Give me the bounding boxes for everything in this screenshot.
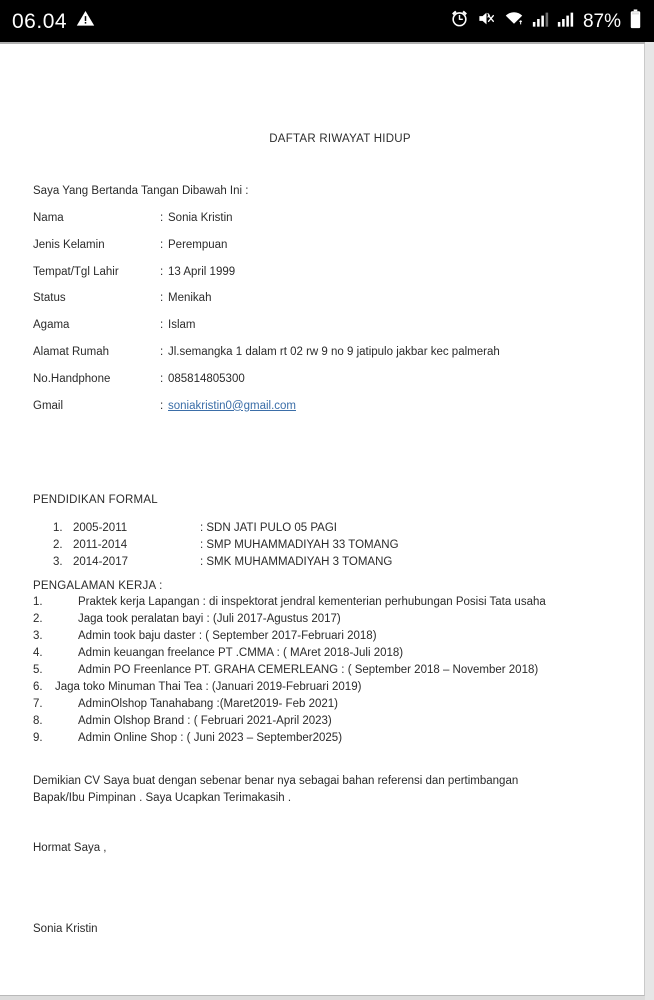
biodata-label: Jenis Kelamin [33, 238, 105, 251]
biodata-row [33, 318, 613, 345]
experience-item-text: AdminOlshop Tanahabang :(Maret2019- Feb 2021) [78, 698, 338, 710]
intro-text: Saya Yang Bertanda Tangan Dibawah Ini : [33, 185, 249, 197]
experience-item [0, 612, 645, 629]
biodata-separator: : [160, 265, 164, 278]
education-item [0, 555, 645, 572]
education-item-school: : SDN JATI PULO 05 PAGI [200, 522, 337, 534]
education-item-years: 2011-2014 [73, 539, 128, 551]
education-item-school: : SMK MUHAMMADIYAH 3 TOMANG [200, 556, 393, 568]
education-heading: PENDIDIKAN FORMAL [33, 494, 158, 506]
cv-document [0, 44, 645, 996]
closing-paragraph [33, 773, 573, 806]
biodata-label: Alamat Rumah [33, 345, 110, 358]
battery-icon [629, 9, 642, 34]
alarm-clock-icon [450, 9, 469, 33]
experience-item-number: 3. [33, 630, 43, 642]
education-item-years: 2014-2017 [73, 556, 128, 568]
experience-item-number: 5. [33, 664, 43, 676]
experience-item-text: Praktek kerja Lapangan : di inspektorat jendral kementerian perhubungan Posisi Tata usaha [78, 596, 546, 608]
biodata-value: Menikah [168, 292, 212, 305]
education-item-number: 1. [53, 522, 63, 534]
biodata-value: 13 April 1999 [168, 265, 236, 278]
biodata-separator: : [160, 238, 164, 251]
biodata-row [33, 211, 613, 238]
experience-item-number: 4. [33, 647, 43, 659]
experience-item [0, 731, 645, 748]
document-page [0, 44, 645, 996]
biodata-label: Status [33, 292, 66, 305]
status-bar-right [450, 9, 642, 34]
biodata-label: No.Handphone [33, 372, 111, 385]
battery-percent-text: 87% [582, 10, 621, 32]
biodata-row [33, 238, 613, 265]
biodata-label: Gmail [33, 399, 64, 412]
experience-item [0, 697, 645, 714]
biodata-separator: : [160, 372, 164, 385]
biodata-separator: : [160, 399, 164, 412]
experience-item [0, 595, 645, 612]
experience-item-number: 8. [33, 715, 43, 727]
biodata-separator: : [160, 345, 164, 358]
experience-item-text: Admin took baju daster : ( September 2017-Februari 2018) [78, 630, 377, 642]
education-item-years: 2005-2011 [73, 522, 128, 534]
experience-item [0, 680, 645, 697]
experience-heading: PENGALAMAN KERJA : [33, 580, 163, 592]
signal-bars-sim2-icon [557, 10, 574, 33]
biodata-separator: : [160, 319, 164, 332]
signature-name: Sonia Kristin [33, 923, 98, 935]
biodata-table [33, 211, 613, 425]
biodata-label: Nama [33, 212, 64, 224]
experience-item-text: Admin Online Shop : ( Juni 2023 – September2025) [78, 732, 343, 744]
education-item-number: 2. [53, 539, 63, 551]
biodata-value: Jl.semangka 1 dalam rt 02 rw 9 no 9 jatipulo jakbar kec palmerah [168, 345, 500, 358]
biodata-row [33, 265, 613, 292]
biodata-row [33, 399, 613, 426]
biodata-label: Tempat/Tgl Lahir [33, 265, 119, 278]
experience-list [0, 595, 645, 748]
education-item-number: 3. [53, 556, 63, 568]
wifi-icon [504, 9, 524, 33]
page-title: DAFTAR RIWAYAT HIDUP [269, 133, 411, 145]
clock-text: 06.04 [12, 9, 68, 33]
biodata-label: Agama [33, 319, 70, 332]
education-item [0, 521, 645, 538]
experience-item-number: 6. [33, 681, 43, 693]
education-item-school: : SMP MUHAMMADIYAH 33 TOMANG [200, 539, 399, 551]
email-link[interactable]: soniakristin0@gmail.com [168, 399, 296, 412]
experience-item-text: Jaga toko Minuman Thai Tea : (Januari 2019-Februari 2019) [55, 681, 362, 693]
closing-line-1: Demikian CV Saya buat dengan sebenar benar nya sebagai bahan referensi dan pertimbangan [33, 775, 519, 787]
biodata-separator: : [160, 212, 164, 224]
experience-item-number: 1. [33, 596, 43, 608]
warning-triangle-icon [76, 9, 95, 33]
experience-item-text: Jaga took peralatan bayi : (Juli 2017-Agustus 2017) [78, 613, 341, 625]
experience-item [0, 714, 645, 731]
biodata-value: Perempuan [168, 238, 228, 251]
education-list [0, 521, 645, 572]
status-bar [0, 0, 654, 42]
experience-item-number: 9. [33, 732, 43, 744]
document-viewer[interactable] [0, 42, 654, 1000]
regards-text: Hormat Saya , [33, 842, 107, 854]
experience-item-number: 7. [33, 698, 43, 710]
biodata-value: Islam [168, 319, 196, 332]
biodata-value: 085814805300 [168, 372, 245, 385]
experience-item-text: Admin keuangan freelance PT .CMMA : ( MAret 2018-Juli 2018) [78, 647, 404, 659]
experience-item-number: 2. [33, 613, 43, 625]
status-bar-left [12, 9, 95, 33]
signal-bars-sim1-icon [532, 10, 549, 33]
closing-line-2: Bapak/Ibu Pimpinan . Saya Ucapkan Terimakasih . [33, 791, 292, 804]
education-item [0, 538, 645, 555]
biodata-row [33, 291, 613, 318]
mute-vibrate-icon [477, 9, 496, 33]
biodata-separator: : [160, 292, 164, 305]
experience-item [0, 629, 645, 646]
experience-item [0, 663, 645, 680]
experience-item [0, 646, 645, 663]
vertical-scrollbar[interactable] [645, 42, 654, 1000]
experience-item-text: Admin PO Freenlance PT. GRAHA CEMERLEANG : ( September 2018 – November 2018) [78, 664, 539, 676]
biodata-row [33, 345, 613, 372]
biodata-value: Sonia Kristin [168, 212, 233, 224]
experience-item-text: Admin Olshop Brand : ( Februari 2021-April 2023) [78, 715, 332, 727]
biodata-row [33, 372, 613, 399]
